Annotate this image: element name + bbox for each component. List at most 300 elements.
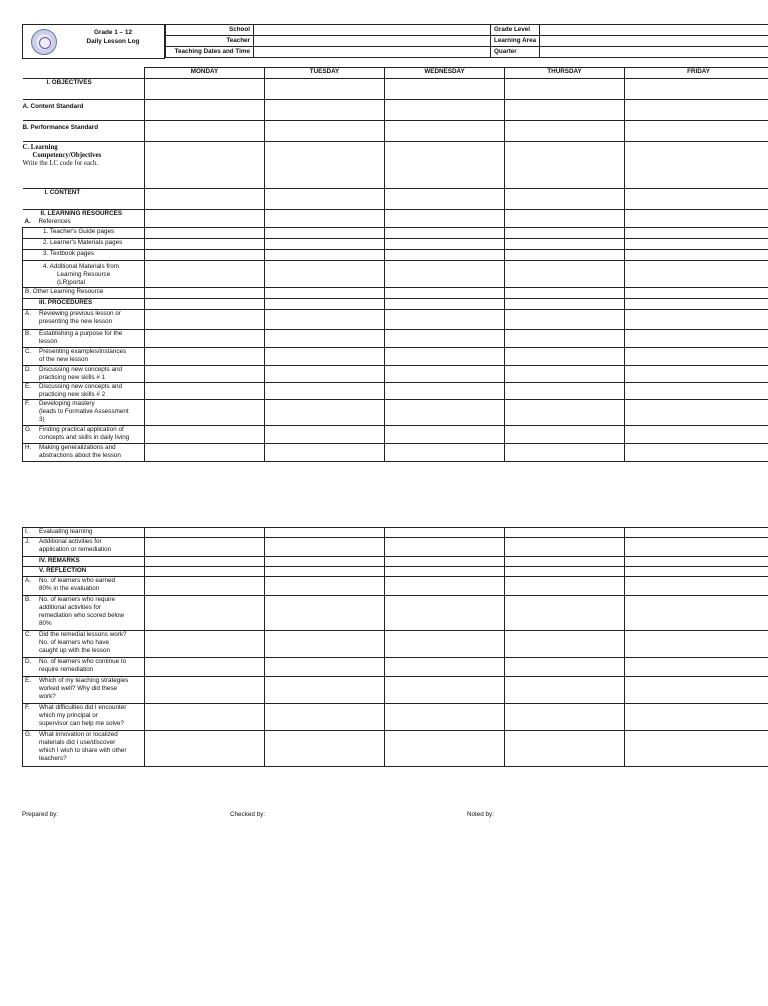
cell[interactable] [265, 100, 385, 121]
cell[interactable] [145, 631, 265, 658]
learning-competency-label [23, 142, 145, 189]
row-learning-competency [23, 142, 768, 189]
proc-d-label [23, 366, 145, 383]
cell[interactable] [265, 596, 385, 631]
content-label: I. CONTENT [23, 189, 145, 210]
content-standard-label: A. Content Standard [23, 100, 145, 121]
cell[interactable] [505, 121, 625, 142]
cell[interactable] [145, 348, 265, 366]
proc-line: concepts and skills in daily living [39, 434, 130, 441]
reflection-label: V. REFLECTION [23, 567, 145, 577]
cell[interactable] [385, 210, 505, 228]
proc-line: lesson [39, 338, 58, 345]
proc-h-label [23, 444, 145, 462]
cell[interactable] [505, 631, 625, 658]
cell[interactable] [265, 704, 385, 731]
proc-line: Establishing a purpose for the [39, 330, 123, 337]
cell[interactable] [505, 444, 625, 462]
cell[interactable] [385, 310, 505, 330]
refl-line: 80% [39, 620, 52, 627]
cell[interactable] [385, 228, 505, 239]
cell[interactable] [145, 567, 265, 577]
proc-line: practicing new skills # 2 [39, 391, 106, 398]
objectives-label: I. OBJECTIVES [23, 79, 145, 100]
cell[interactable] [145, 250, 265, 261]
cell[interactable] [385, 366, 505, 383]
cell[interactable] [385, 631, 505, 658]
proc-letter: C. [25, 348, 32, 355]
row-refl-d [23, 658, 768, 677]
cell[interactable] [145, 366, 265, 383]
cell[interactable] [145, 704, 265, 731]
ref-textbook: 3. Textbook pages [23, 250, 145, 261]
day-wednesday: WEDNESDAY [385, 68, 505, 79]
cell[interactable] [145, 557, 265, 567]
cell[interactable] [265, 538, 385, 557]
other-resource-label: B. Other Learning Resource [23, 288, 145, 299]
cell[interactable] [145, 239, 265, 250]
grade-level-label: Grade Level [491, 25, 540, 36]
refl-line: which my principal or [39, 712, 98, 719]
proc-line: 3) [39, 416, 45, 423]
refl-d-label [23, 658, 145, 677]
cell[interactable] [505, 142, 625, 189]
refl-line: teachers? [39, 755, 67, 762]
row-ref-3 [23, 250, 768, 261]
checked-by-label: Checked by: [230, 811, 266, 818]
row-ref-1 [23, 228, 768, 239]
additional-label [23, 538, 145, 557]
teacher-label: Teacher [166, 36, 254, 47]
day-friday: FRIDAY [625, 68, 768, 79]
row-performance-standard [23, 121, 768, 142]
cell[interactable] [145, 142, 265, 189]
cell[interactable] [265, 577, 385, 596]
cell[interactable] [505, 557, 625, 567]
cell[interactable] [625, 250, 768, 261]
additional-letter: J. [25, 538, 30, 545]
cell[interactable] [145, 121, 265, 142]
proc-letter: H. [25, 444, 32, 451]
cell[interactable] [625, 288, 768, 299]
cell[interactable] [265, 528, 385, 538]
cell[interactable] [145, 288, 265, 299]
cell[interactable] [385, 400, 505, 426]
cell[interactable] [385, 444, 505, 462]
proc-f-label [23, 400, 145, 426]
cell[interactable] [145, 189, 265, 210]
cell[interactable] [145, 444, 265, 462]
row-proc-b [23, 330, 768, 348]
proc-letter: A. [25, 310, 31, 317]
proc-b-label [23, 330, 145, 348]
row-content-standard [23, 100, 768, 121]
cell[interactable] [265, 210, 385, 228]
cell[interactable] [265, 348, 385, 366]
refl-letter: F. [25, 704, 30, 711]
row-reflection [23, 567, 768, 577]
proc-line: Reviewing previous lesson or [39, 310, 121, 317]
proc-letter: D. [25, 366, 32, 373]
cell[interactable] [385, 731, 505, 767]
school-field[interactable] [254, 25, 491, 36]
ref-additional-materials [23, 261, 145, 288]
cell[interactable] [625, 210, 768, 228]
cell[interactable] [385, 557, 505, 567]
deped-seal-logo [31, 29, 57, 55]
day-tuesday: TUESDAY [265, 68, 385, 79]
refl-line: Did the remedial lessons work? [39, 631, 127, 638]
row-proc-c [23, 348, 768, 366]
cell[interactable] [385, 142, 505, 189]
refl-line: No. of learners who require [39, 596, 115, 603]
cell[interactable] [505, 538, 625, 557]
refl-letter: E. [25, 677, 31, 684]
proc-letter: E. [25, 383, 31, 390]
cell[interactable] [625, 400, 768, 426]
eval-line: Evaluating learning [39, 528, 93, 535]
cell[interactable] [625, 100, 768, 121]
cell[interactable] [505, 288, 625, 299]
log-title: Daily Lesson Log [86, 38, 140, 45]
row-refl-f [23, 704, 768, 731]
cell[interactable] [505, 383, 625, 400]
cell[interactable] [385, 658, 505, 677]
proc-line: presenting the new lesson [39, 318, 113, 325]
cell[interactable] [505, 310, 625, 330]
cell[interactable] [385, 261, 505, 288]
header [22, 24, 768, 59]
cell[interactable] [385, 577, 505, 596]
cell[interactable] [265, 299, 385, 310]
cell[interactable] [505, 228, 625, 239]
cell[interactable] [385, 596, 505, 631]
cell[interactable] [505, 567, 625, 577]
row-proc-g [23, 426, 768, 444]
cell[interactable] [625, 366, 768, 383]
cell[interactable] [385, 348, 505, 366]
cell[interactable] [385, 189, 505, 210]
cell[interactable] [385, 426, 505, 444]
cell[interactable] [625, 596, 768, 631]
proc-e-label [23, 383, 145, 400]
cell[interactable] [505, 577, 625, 596]
cell[interactable] [625, 704, 768, 731]
ref4-line-1: 4. Additional Materials from [43, 263, 119, 270]
cell[interactable] [625, 567, 768, 577]
ref4-line-3: (LR)portal [57, 279, 85, 286]
cell[interactable] [145, 596, 265, 631]
cell[interactable] [265, 142, 385, 189]
cell[interactable] [625, 731, 768, 767]
cell[interactable] [385, 299, 505, 310]
cell[interactable] [625, 658, 768, 677]
refl-letter: B. [25, 596, 31, 603]
cell[interactable] [385, 79, 505, 100]
cell[interactable] [385, 330, 505, 348]
refl-c-label [23, 631, 145, 658]
cell[interactable] [625, 310, 768, 330]
cell[interactable] [265, 731, 385, 767]
refl-line: No. of learners who earned [39, 577, 115, 584]
cell[interactable] [505, 189, 625, 210]
cell[interactable] [505, 210, 625, 228]
cell[interactable] [265, 677, 385, 704]
refl-a-label [23, 577, 145, 596]
cell[interactable] [385, 100, 505, 121]
row-additional [23, 538, 768, 557]
eval-label [23, 528, 145, 538]
remarks-label: IV. REMARKS [23, 557, 145, 567]
cell[interactable] [625, 299, 768, 310]
cell[interactable] [505, 261, 625, 288]
cell[interactable] [385, 239, 505, 250]
cell[interactable] [625, 557, 768, 567]
cell[interactable] [505, 426, 625, 444]
row-proc-a [23, 310, 768, 330]
cell[interactable] [265, 288, 385, 299]
row-refl-b [23, 596, 768, 631]
ref-teachers-guide: 1. Teacher's Guide pages [23, 228, 145, 239]
cell[interactable] [265, 121, 385, 142]
additional-line: application or remediation [39, 546, 112, 553]
cell[interactable] [145, 330, 265, 348]
cell[interactable] [145, 228, 265, 239]
cell[interactable] [385, 528, 505, 538]
cell[interactable] [265, 400, 385, 426]
cell[interactable] [625, 121, 768, 142]
refl-line: remediation who scored below [39, 612, 125, 619]
row-ref-2 [23, 239, 768, 250]
teacher-field[interactable] [254, 36, 491, 47]
row-objectives [23, 79, 768, 100]
additional-line: Additional activities for [39, 538, 102, 545]
row-refl-g [23, 731, 768, 767]
cell[interactable] [625, 677, 768, 704]
ref4-line-2: Learning Resource [57, 271, 111, 278]
cell[interactable] [265, 250, 385, 261]
cell[interactable] [145, 528, 265, 538]
cell[interactable] [385, 121, 505, 142]
proc-letter: B. [25, 330, 31, 337]
refl-letter: A. [25, 577, 31, 584]
refl-line: No. of learners who have [39, 639, 110, 646]
cell[interactable] [145, 538, 265, 557]
cell[interactable] [505, 239, 625, 250]
row-eval [23, 528, 768, 538]
cell[interactable] [145, 299, 265, 310]
lesson-log-table-top [22, 67, 768, 462]
cell[interactable] [385, 288, 505, 299]
proc-line: (leads to Formative Assessment [39, 408, 129, 415]
proc-c-label [23, 348, 145, 366]
cell[interactable] [145, 677, 265, 704]
teaching-dates-label: Teaching Dates and Time [166, 47, 254, 58]
row-proc-h [23, 444, 768, 462]
row-proc-d [23, 366, 768, 383]
day-thursday: THURSDAY [505, 68, 625, 79]
cell[interactable] [505, 79, 625, 100]
cell[interactable] [625, 261, 768, 288]
proc-line: Discussing new concepts and [39, 366, 122, 373]
row-refl-a [23, 577, 768, 596]
cell[interactable] [385, 567, 505, 577]
refl-line: require remediation [39, 666, 94, 673]
cell[interactable] [625, 631, 768, 658]
row-other-resource [23, 288, 768, 299]
ref-learners-materials: 2. Learner's Materials pages [23, 239, 145, 250]
refl-letter: G. [25, 731, 32, 738]
cell[interactable] [265, 310, 385, 330]
cell[interactable] [145, 79, 265, 100]
cell[interactable] [385, 538, 505, 557]
cell[interactable] [265, 79, 385, 100]
refl-line: supervisor can help me solve? [39, 720, 125, 727]
refl-letter: C. [25, 631, 32, 638]
refl-line: Which of my teaching strategies [39, 677, 129, 684]
cell[interactable] [505, 658, 625, 677]
cell[interactable] [145, 400, 265, 426]
proc-letter: G. [25, 426, 32, 433]
cell[interactable] [505, 250, 625, 261]
proc-line: Developing mastery [39, 400, 95, 407]
header-title [63, 28, 163, 46]
lc-line-2: Competency/Objectives [32, 152, 102, 159]
learning-resources-label [23, 210, 145, 228]
cell[interactable] [505, 400, 625, 426]
cell[interactable] [265, 189, 385, 210]
day-monday: MONDAY [145, 68, 265, 79]
cell[interactable] [625, 142, 768, 189]
procedures-label: III. PROCEDURES [23, 299, 145, 310]
cell[interactable] [505, 366, 625, 383]
prepared-by-label: Prepared by: [22, 811, 59, 818]
resources-heading: II. LEARNING RESOURCES [40, 210, 123, 217]
cell[interactable] [385, 704, 505, 731]
quarter-field[interactable] [540, 47, 768, 58]
cell[interactable] [625, 528, 768, 538]
cell[interactable] [265, 658, 385, 677]
cell[interactable] [265, 426, 385, 444]
proc-g-label [23, 426, 145, 444]
references-letter: A. [24, 218, 31, 225]
cell[interactable] [265, 557, 385, 567]
cell[interactable] [265, 567, 385, 577]
cell[interactable] [265, 383, 385, 400]
grade-level-field[interactable] [540, 25, 768, 36]
refl-letter: D. [25, 658, 32, 665]
cell[interactable] [265, 366, 385, 383]
row-ref-4 [23, 261, 768, 288]
cell[interactable] [145, 731, 265, 767]
proc-line: Making generalizations and [39, 444, 116, 451]
row-remarks [23, 557, 768, 567]
proc-a-label [23, 310, 145, 330]
cell[interactable] [145, 210, 265, 228]
cell[interactable] [265, 444, 385, 462]
cell[interactable] [145, 383, 265, 400]
refl-line: materials did I use/discover [39, 739, 116, 746]
cell[interactable] [145, 658, 265, 677]
row-procedures [23, 299, 768, 310]
cell[interactable] [625, 538, 768, 557]
corner-cell [23, 68, 145, 79]
eval-letter: I. [25, 528, 29, 535]
refl-line: work? [39, 693, 56, 700]
cell[interactable] [145, 100, 265, 121]
lc-line-3: Write the LC code for each. [22, 160, 99, 167]
proc-line: Finding practical application of [39, 426, 124, 433]
cell[interactable] [505, 299, 625, 310]
cell[interactable] [505, 100, 625, 121]
cell[interactable] [625, 444, 768, 462]
cell[interactable] [625, 348, 768, 366]
refl-line: What innovation or localized [39, 731, 118, 738]
row-proc-f [23, 400, 768, 426]
cell[interactable] [625, 239, 768, 250]
cell[interactable] [505, 528, 625, 538]
proc-line: Discussing new concepts and [39, 383, 122, 390]
refl-f-label [23, 704, 145, 731]
cell[interactable] [385, 383, 505, 400]
cell[interactable] [145, 577, 265, 596]
cell[interactable] [505, 596, 625, 631]
cell[interactable] [625, 426, 768, 444]
cell[interactable] [505, 704, 625, 731]
cell[interactable] [145, 426, 265, 444]
cell[interactable] [265, 261, 385, 288]
cell[interactable] [625, 383, 768, 400]
cell[interactable] [625, 189, 768, 210]
row-refl-c [23, 631, 768, 658]
cell[interactable] [625, 577, 768, 596]
cell[interactable] [625, 79, 768, 100]
row-learning-resources [23, 210, 768, 228]
refl-line: additional activities for [39, 604, 101, 611]
teaching-dates-field[interactable] [254, 47, 491, 58]
cell[interactable] [265, 228, 385, 239]
references-label: References [38, 218, 71, 225]
row-proc-e [23, 383, 768, 400]
refl-line: No. of learners who continue to [39, 658, 127, 665]
learning-area-field[interactable] [540, 36, 768, 47]
cell[interactable] [625, 228, 768, 239]
cell[interactable] [625, 330, 768, 348]
refl-b-label [23, 596, 145, 631]
cell[interactable] [265, 239, 385, 250]
quarter-label: Quarter [491, 47, 540, 58]
cell[interactable] [385, 250, 505, 261]
cell[interactable] [385, 677, 505, 704]
lc-line-1: C. Learning [22, 144, 58, 151]
cell[interactable] [505, 348, 625, 366]
noted-by-label: Noted by: [467, 811, 494, 818]
cell[interactable] [505, 731, 625, 767]
refl-line: caught up with the lesson [39, 647, 111, 654]
school-label: School [166, 25, 254, 36]
proc-letter: F. [25, 400, 30, 407]
proc-line: Presenting examples/instances [39, 348, 127, 355]
cell[interactable] [505, 677, 625, 704]
header-fields-table [165, 24, 768, 58]
cell[interactable] [145, 310, 265, 330]
refl-g-label [23, 731, 145, 767]
cell[interactable] [505, 330, 625, 348]
cell[interactable] [265, 330, 385, 348]
refl-line: which I wish to share with other [39, 747, 127, 754]
cell[interactable] [145, 261, 265, 288]
cell[interactable] [265, 631, 385, 658]
